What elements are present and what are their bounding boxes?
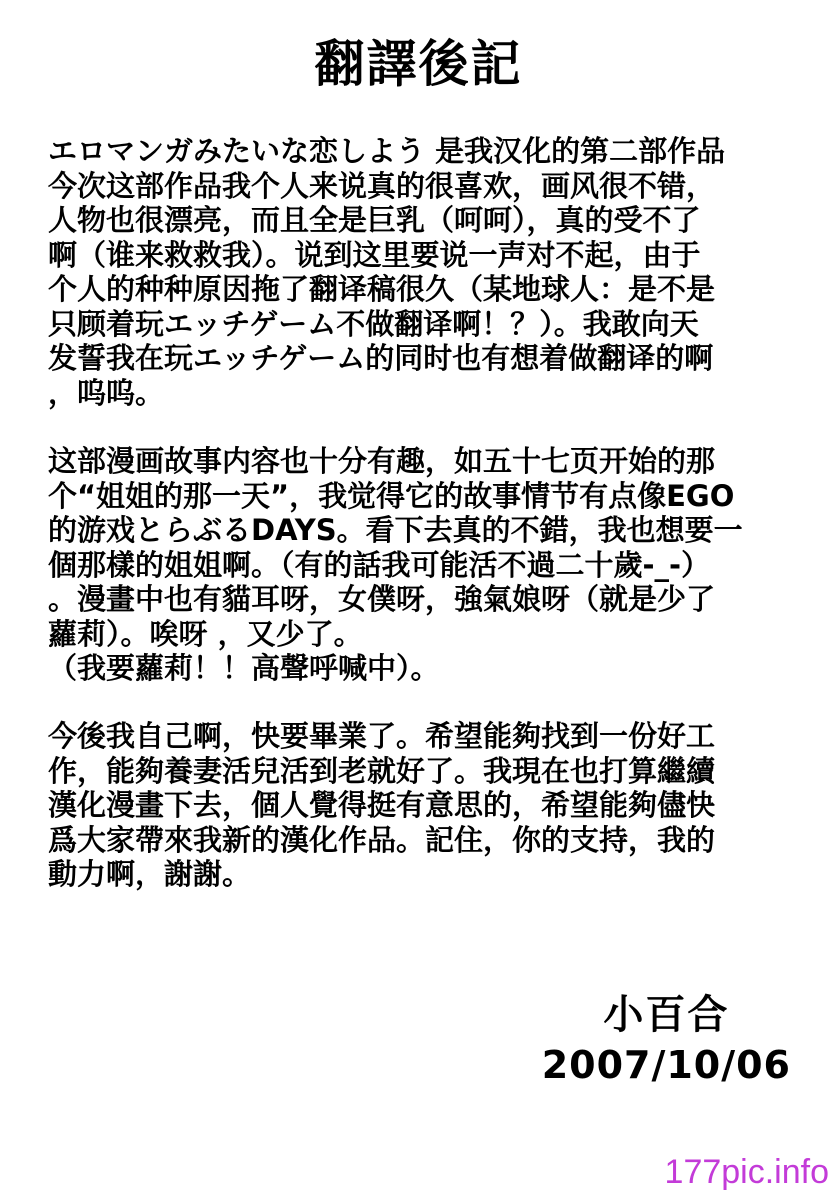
paragraph-2 — [48, 444, 808, 686]
paragraph-line: 的游戏とらぶるDAYS。看下去真的不錯，我也想要一 — [48, 513, 743, 547]
signature-date: 2007/10/06 — [541, 1043, 791, 1087]
paragraph-line: 这部漫画故事内容也十分有趣，如五十七页开始的那 — [48, 444, 716, 478]
signature-block — [542, 990, 791, 1090]
paragraph-line: 。漫畫中也有貓耳呀，女僕呀，強氣娘呀（就是少了 — [48, 582, 716, 616]
paragraph-line: ，呜呜。 — [48, 375, 165, 410]
paragraph-line: （我要蘿莉！！高聲呼喊中）。 — [48, 651, 440, 685]
signature-name: 小百合 — [603, 992, 730, 1038]
paragraph-3 — [48, 719, 808, 892]
paragraph-line: 今次这部作品我个人来说真的很喜欢，画风很不错， — [48, 168, 716, 203]
paragraph-line: エロマンガみたいな恋しよう 是我汉化的第二部作品 — [48, 134, 726, 168]
paragraph-line: 動力啊，謝謝。 — [48, 857, 252, 891]
paragraph-line: 作，能夠養妻活兒活到老就好了。我現在也打算繼續 — [48, 753, 716, 788]
paragraph-line: 个人的种种原因拖了翻译稿很久（某地球人：是不是 — [48, 272, 716, 306]
paragraph-1 — [48, 134, 808, 410]
paragraph-line: 人物也很漂亮，而且全是巨乳（呵呵），真的受不了 — [48, 203, 701, 237]
paragraph-line: 爲大家帶來我新的漢化作品。記住，你的支持，我的 — [48, 822, 716, 857]
paragraph-line: 個那樣的姐姐啊。（有的話我可能活不過二十歲-_-） — [48, 547, 711, 582]
watermark-text: 177pic.info — [664, 1153, 829, 1191]
paragraph-line: 只顾着玩エッチゲーム不做翻译啊！？）。我敢向天 — [48, 306, 699, 341]
paragraph-line: 啊（谁来救救我）。说到这里要说一声对不起，由于 — [48, 237, 701, 272]
paragraph-line: 个“姐姐的那一天”，我觉得它的故事情节有点像EGO — [48, 478, 735, 513]
paragraph-line: 发誓我在玩エッチゲーム的同时也有想着做翻译的啊 — [48, 341, 714, 375]
paragraph-line: 今後我自己啊，快要畢業了。希望能夠找到一份好工 — [48, 719, 716, 753]
paragraph-line: 漢化漫畫下去，個人覺得挺有意思的，希望能夠儘快 — [48, 788, 716, 822]
page-title: 翻譯後記 — [314, 35, 523, 93]
paragraph-line: 蘿莉）。唉呀 ，又少了。 — [48, 616, 363, 651]
